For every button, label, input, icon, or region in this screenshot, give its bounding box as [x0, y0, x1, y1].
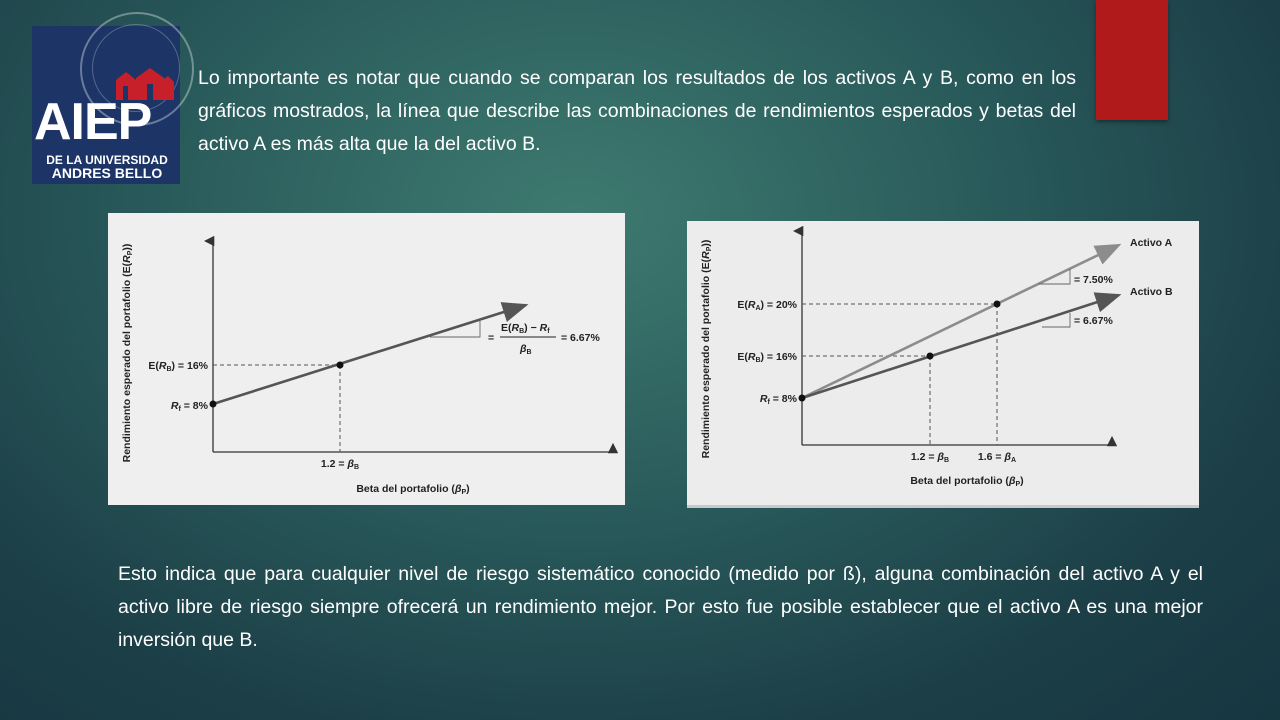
svg-text:= 6.67%: = 6.67%	[561, 332, 600, 344]
tick-label-beta-b: 1.2 = βB	[910, 451, 950, 464]
tick-label-erb: E(RB) = 16%	[148, 360, 208, 373]
slope-annotation	[488, 322, 600, 356]
series-line	[213, 305, 526, 404]
tick-label-rf: Rf = 8%	[759, 393, 797, 406]
tick-label-beta-b: 1.2 = βB	[320, 458, 360, 471]
point-era	[994, 301, 1001, 308]
series-line-activo-b	[802, 295, 1119, 398]
y-axis-label: Rendimiento esperado del portafolio (E(RP))	[700, 239, 713, 459]
point-erb	[927, 353, 934, 360]
aiep-logo	[32, 26, 180, 184]
x-axis-label: Beta del portafolio (βP)	[356, 483, 470, 496]
x-axis-label: Beta del portafolio (βP)	[910, 475, 1024, 488]
tick-label-rf: Rf = 8%	[170, 400, 208, 413]
series-line-activo-a	[802, 245, 1119, 398]
logo-subtitle-line1: DE LA UNIVERSIDAD	[46, 153, 168, 167]
svg-text:E(RB) − Rf: E(RB) − Rf	[501, 322, 550, 335]
chart-two-assets	[687, 221, 1199, 508]
chart-single-asset	[108, 213, 625, 505]
tick-label-erb: E(RB) = 16%	[737, 351, 797, 364]
slope-triangle	[430, 321, 480, 337]
chart-two-assets-svg	[687, 221, 1199, 505]
tick-label-beta-a: 1.6 = βA	[977, 451, 1017, 464]
y-axis-label: Rendimiento esperado del portafolio (E(RP))	[121, 243, 134, 463]
chart-single-asset-svg	[108, 213, 625, 505]
bottom-paragraph: Esto indica que para cualquier nivel de riesgo sistemático conocido (medido por ß), alguna combinación del activo A y el activo libre de riesgo siempre ofrecerá un rendimiento mejor. Por esto fue posible establecer que el activo A es una mejor inversión que B.	[118, 563, 1203, 651]
legend-label-activo-b: Activo B	[1130, 286, 1173, 298]
slope-label-b: = 6.67%	[1074, 315, 1113, 327]
red-accent-tab	[1096, 0, 1168, 120]
tick-label-era: E(RA) = 20%	[737, 299, 797, 312]
point-erb	[337, 362, 344, 369]
svg-text:=: =	[488, 332, 495, 344]
legend-label-activo-a: Activo A	[1130, 237, 1173, 249]
logo-subtitle	[34, 154, 180, 180]
logo-subtitle-line2: ANDRES BELLO	[51, 165, 163, 181]
slope-label-a: = 7.50%	[1074, 274, 1113, 286]
top-paragraph: Lo importante es notar que cuando se comparan los resultados de los activos A y B, como en los gráficos mostrados, la línea que describe las combinaciones de rendimientos esperados y betas del activo A es más alta que la del activo B.	[198, 67, 1076, 155]
logo-brand-text: AIEP	[34, 93, 152, 151]
svg-text:βB: βB	[520, 343, 532, 356]
point-rf	[799, 395, 806, 402]
point-rf	[210, 401, 217, 408]
